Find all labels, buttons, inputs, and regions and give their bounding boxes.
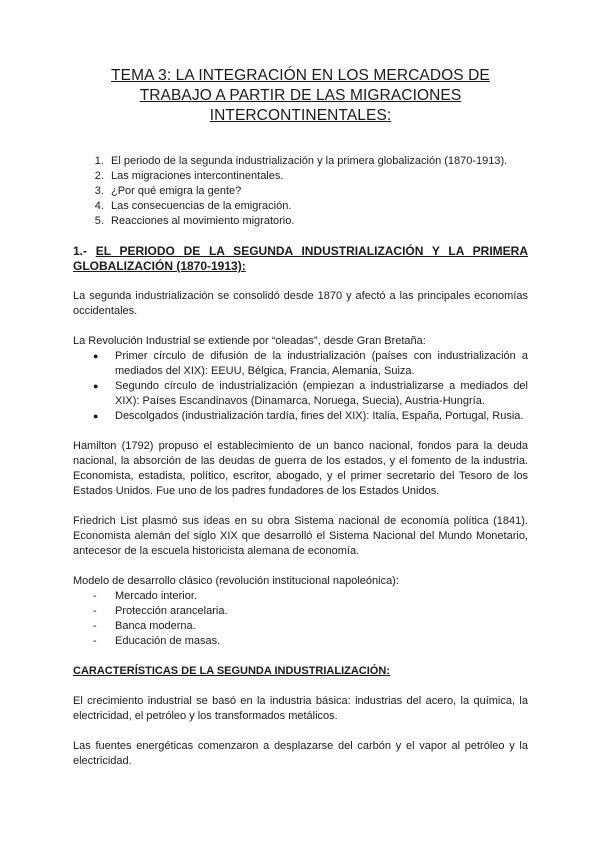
section-2-colon: :	[386, 665, 390, 677]
dash-item: - Banca moderna.	[107, 619, 528, 634]
dash-item: - Mercado interior.	[107, 589, 528, 604]
table-of-contents	[73, 154, 528, 229]
paragraph: Modelo de desarrollo clásico (revolución institucional napoleónica):	[73, 575, 399, 587]
bullet-list	[73, 349, 528, 424]
dash-item: - Protección arancelaria.	[107, 604, 528, 619]
toc-item: 5. Reacciones al movimiento migratorio.	[107, 214, 528, 229]
toc-item: 4. Las consecuencias de la emigración.	[107, 199, 528, 214]
dash-item: - Educación de masas.	[107, 634, 528, 649]
paragraph: Hamilton (1792) propuso el establecimiento de un banco nacional, fondos para la deuda nacional, la absorción de las deudas de guerra de los estados, y el fomento de la industria. Economista, estadista, político, escritor, abogado, y el primer secretario del Tesoro de los Estados Unidos. Fue uno de los padres fundadores de los Estados Unidos.	[73, 440, 528, 497]
toc-item: 1. El periodo de la segunda industrialización y la primera globalización (1870-1913).	[107, 154, 528, 169]
section-1-title: EL PERIODO DE LA SEGUNDA INDUSTRIALIZACIÓN Y LA PRIMERA GLOBALIZACIÓN (1870-1913):	[73, 244, 528, 273]
section-1-number: 1.-	[73, 244, 88, 258]
paragraph: Las fuentes energéticas comenzaron a desplazarse del carbón y el vapor al petróleo y la electricidad.	[73, 740, 528, 767]
toc-item: 2. Las migraciones intercontinentales.	[107, 169, 528, 184]
section-2-heading	[73, 664, 528, 679]
title-line-1: TEMA 3: LA INTEGRACIÓN EN LOS MERCADOS DE	[111, 67, 490, 84]
paragraph: El crecimiento industrial se basó en la industria básica: industrias del acero, la química, la electricidad, el petróleo y los transformados metálicos.	[73, 695, 528, 722]
section-1-heading	[73, 244, 528, 274]
section-2-title: CARACTERÍSTICAS DE LA SEGUNDA INDUSTRIALIZACIÓN	[73, 665, 387, 677]
dash-list	[73, 589, 528, 649]
paragraph: Friedrich List plasmó sus ideas en su obra Sistema nacional de economía política (1841). Economista alemán del siglo XIX que desarrolló el Sistema Nacional del Mundo Monetario, antecesor de la escuela historicista alemana de economía.	[73, 515, 528, 557]
title-line-3: INTERCONTINENTALES	[209, 107, 387, 124]
paragraph: La Revolución Industrial se extiende por “oleadas”, desde Gran Bretaña:	[73, 335, 426, 347]
toc-item: 3. ¿Por qué emigra la gente?	[107, 184, 528, 199]
bullet-item: ● Segundo círculo de industrialización (empiezan a industrializarse a mediados del XIX): Países Escandinavos (Dinamarca, Noruega, Suecia), Austria-Hungría.	[107, 379, 528, 409]
bullet-item: ● Descolgados (industrialización tardía, fines del XIX): Italia, España, Portugal, Rusia.	[107, 409, 528, 424]
bullet-item: ● Primer círculo de difusión de la industrialización (países con industrialización a mediados del XIX): EEUU, Bélgica, Francia, Alemania, Suiza.	[107, 349, 528, 379]
paragraph: La segunda industrialización se consolidó desde 1870 y afectó a las principales economías occidentales.	[73, 290, 528, 317]
document-title: TEMA 3: LA INTEGRACIÓN EN LOS MERCADOS DE TRABAJO A PARTIR DE LAS MIGRACIONES INTERCONTINENTALES:	[111, 67, 490, 124]
title-line-2: TRABAJO A PARTIR DE LAS MIGRACIONES	[139, 87, 462, 104]
